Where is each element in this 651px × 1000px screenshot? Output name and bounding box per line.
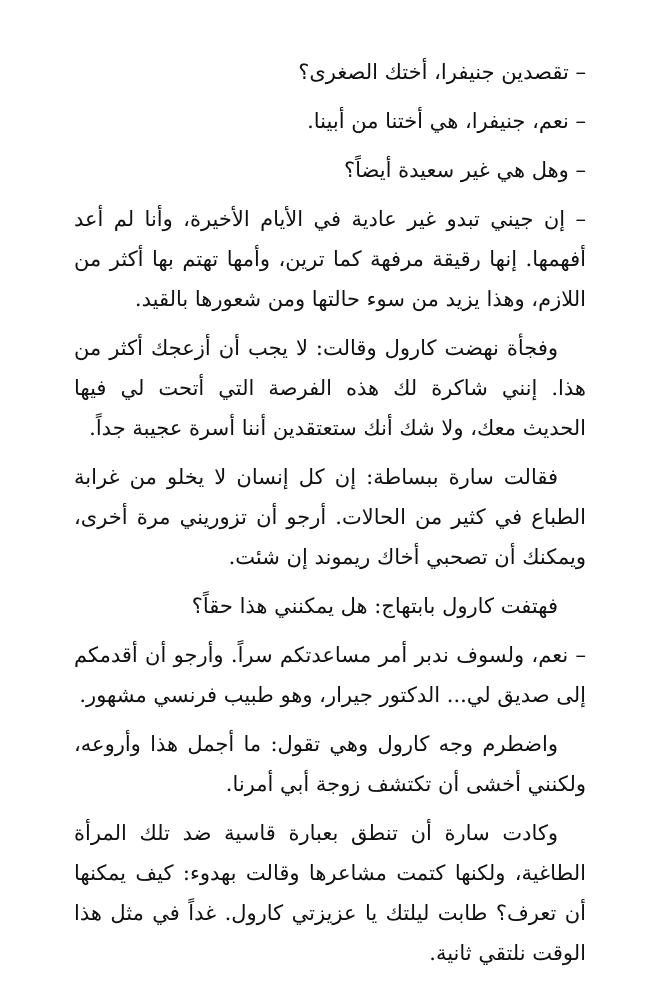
- dialogue-line-5: – نعم، ولسوف ندبر أمر مساعدتكم سراً. وأرجو أن أقدمكم إلى صديق لي... الدكتور جيرار، وهو طبيب فرنسي مشهور.: [74, 643, 586, 707]
- narration-paragraph-2: فقالت سارة ببساطة: إن كل إنسان لا يخلو من غرابة الطباع في كثير من الحالات. أرجو أن تزوريني مرة أخرى، ويمكنك أن تصحبي أخاك ريموند إن شئت.: [74, 465, 586, 569]
- dialogue-line-3: – وهل هي غير سعيدة أيضاً؟: [343, 158, 586, 182]
- book-page: [74, 52, 586, 982]
- narration-paragraph-4: واضطرم وجه كارول وهي تقول: ما أجمل هذا وأروعه، ولكنني أخشى أن تكتشف زوجة أبي أمرنا.: [74, 732, 586, 796]
- narration-paragraph-3: فهتفت كارول بابتهاج: هل يمكنني هذا حقاً؟: [191, 594, 558, 618]
- dialogue-line-1: – تقصدين جنيفرا، أختك الصغرى؟: [298, 60, 586, 84]
- dialogue-line-4: – إن جيني تبدو غير عادية في الأيام الأخيرة، وأنا لم أعد أفهمها. إنها رقيقة مرفهة كما ترين، وأمها تهتم بها أكثر من اللازم، وهذا يزيد من سوء حالتها ومن شعورها بالقيد.: [74, 207, 586, 311]
- narration-paragraph-5: وكادت سارة أن تنطق بعبارة قاسية ضد تلك المرأة الطاغية، ولكنها كتمت مشاعرها وقالت بهدوء: كيف يمكنها أن تعرف؟ طابت ليلتك يا عزيزتي كارول. غداً في مثل هذا الوقت نلتقي ثانية.: [74, 821, 586, 965]
- narration-paragraph-1: وفجأة نهضت كارول وقالت: لا يجب أن أزعجك أكثر من هذا. إنني شاكرة لك هذه الفرصة التي أتحت لي فيها الحديث معك، ولا شك أنك ستعتقدين أننا أسرة عجيبة جداً.: [74, 336, 586, 440]
- dialogue-line-2: – نعم، جنيفرا، هي أختنا من أبينا.: [307, 109, 586, 133]
